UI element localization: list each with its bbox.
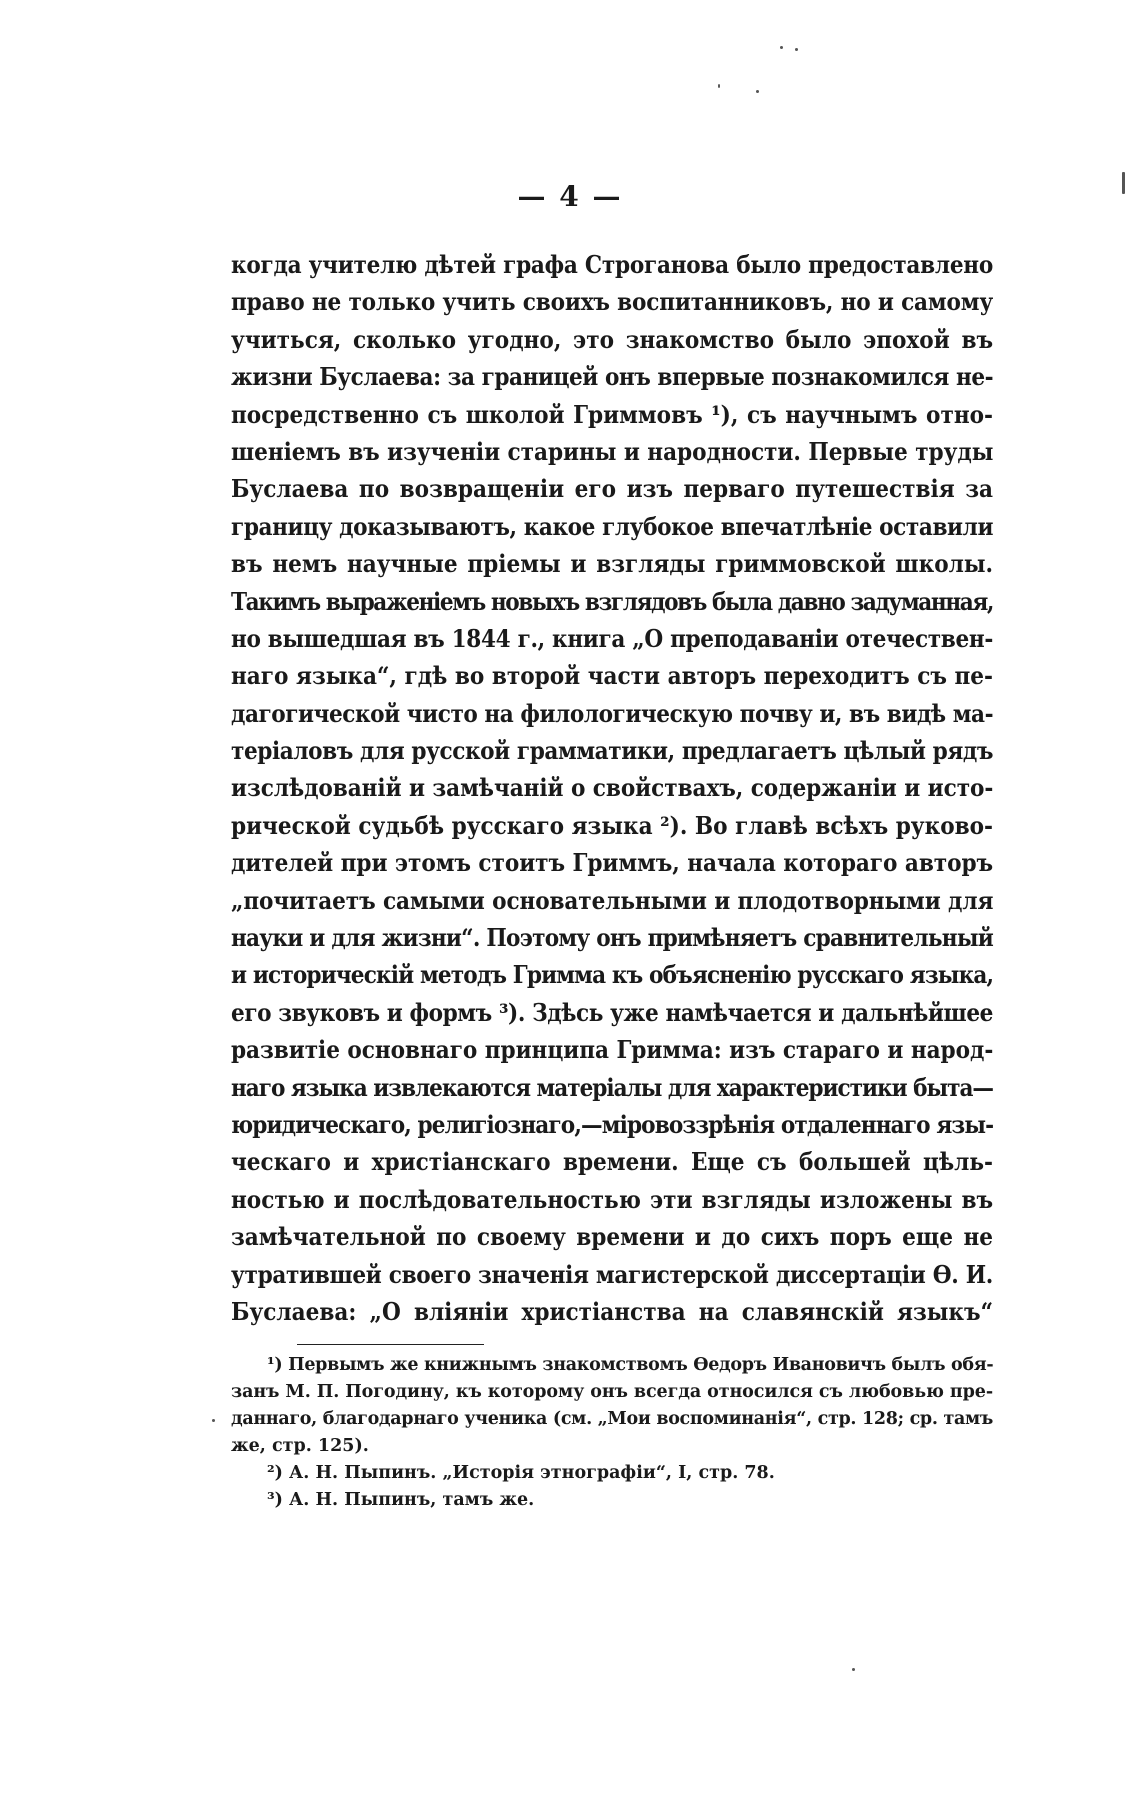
text-line: но вышедшая въ 1844 г., книга „О преподаваніи отечествен- [231, 623, 993, 653]
text-line: юридическаго, религіознаго,—міровоззрѣнія отдаленнаго язы- [231, 1109, 994, 1139]
text-line: ческаго и христіанскаго времени. Еще съ большей цѣль- [231, 1147, 993, 1177]
text-line: шеніемъ въ изученіи старины и народности. Первые труды [231, 436, 994, 466]
text-line: изслѣдованій и замѣчаній о свойствахъ, содержаніи и исто- [231, 773, 994, 803]
text-line: развитіе основнаго принципа Гримма: изъ стараго и народ- [231, 1035, 994, 1065]
text-line: Такимъ выраженіемъ новыхъ взглядовъ была давно задуманная, [231, 586, 993, 616]
footnote-1-line: занъ М. П. Погодину, къ которому онъ всегда относился съ любовью пре- [231, 1382, 993, 1402]
text-line: замѣчательной по своему времени и до сихъ поръ еще не [231, 1222, 993, 1252]
scan-speck [852, 1668, 855, 1671]
text-line: право не только учить своихъ воспитанниковъ, но и самому [231, 287, 993, 317]
text-line: Буслаева по возвращеніи его изъ перваго путешествія за [231, 474, 993, 504]
text-line: ностью и послѣдовательностью эти взгляды изложены въ [231, 1184, 993, 1214]
footnote-1-line: же, стр. 125). [231, 1436, 369, 1456]
footnote-3: ³) А. Н. Пыпинъ, тамъ же. [267, 1490, 535, 1510]
footnote-1-line: даннаго, благодарнаго ученика (см. „Мои воспоминанія“, стр. 128; ср. тамъ [231, 1409, 993, 1429]
text-line: „почитаетъ самыми основательными и плодотворными для [231, 885, 994, 915]
text-line: границу доказываютъ, какое глубокое впечатлѣніе оставили [231, 511, 994, 541]
text-line: наго языка“, гдѣ во второй части авторъ переходитъ съ пе- [231, 661, 993, 691]
text-line: наго языка извлекаются матеріалы для характеристики быта— [231, 1072, 993, 1102]
text-line: дагогической чисто на филологическую почву и, въ видѣ ма- [231, 698, 994, 728]
scan-speck [756, 90, 759, 93]
text-line: Буслаева: „О вліяніи христіанства на славянскій языкъ“ [231, 1296, 993, 1326]
text-line: посредственно съ школой Гриммовъ ¹), съ научнымъ отно- [231, 399, 993, 429]
footnotes [231, 1352, 993, 1514]
text-line: дителей при этомъ стоитъ Гриммъ, начала котораго авторъ [231, 848, 993, 878]
footnote-1-line: ¹) Первымъ же книжнымъ знакомствомъ Ѳедоръ Ивановичъ былъ обя- [267, 1355, 994, 1375]
text-line: учиться, сколько угодно, это знакомство было эпохой въ [231, 324, 993, 354]
scan-speck [795, 48, 798, 51]
text-line: его звуковъ и формъ ³). Здѣсь уже намѣчается и дальнѣйшее [231, 997, 993, 1027]
main-text [231, 246, 993, 1330]
text-line: науки и для жизни“. Поэтому онъ примѣняетъ сравнительный [231, 923, 993, 953]
text-line: утратившей своего значенія магистерской диссертаціи Ѳ. И. [231, 1259, 993, 1289]
page-number: — 4 — [517, 180, 623, 213]
scan-speck [718, 84, 720, 88]
footnote-2: ²) А. Н. Пыпинъ. „Исторія этнографіи“, I, стр. 78. [267, 1463, 775, 1483]
text-line: и историческій методъ Гримма къ объясненію русскаго языка, [231, 960, 994, 990]
text-line: рической судьбѣ русскаго языка ²). Во главѣ всѣхъ руково- [231, 810, 993, 840]
text-line: въ немъ научные пріемы и взгляды гриммовской школы. [231, 549, 993, 579]
text-line: теріаловъ для русской грамматики, предлагаетъ цѣлый рядъ [231, 736, 993, 766]
text-line: когда учителю дѣтей графа Строганова было предоставлено [231, 250, 993, 279]
scan-speck [780, 46, 783, 49]
footnote-separator [297, 1344, 484, 1345]
scan-speck [212, 1419, 215, 1422]
text-line: жизни Буслаева: за границей онъ впервые познакомился не- [231, 362, 994, 392]
